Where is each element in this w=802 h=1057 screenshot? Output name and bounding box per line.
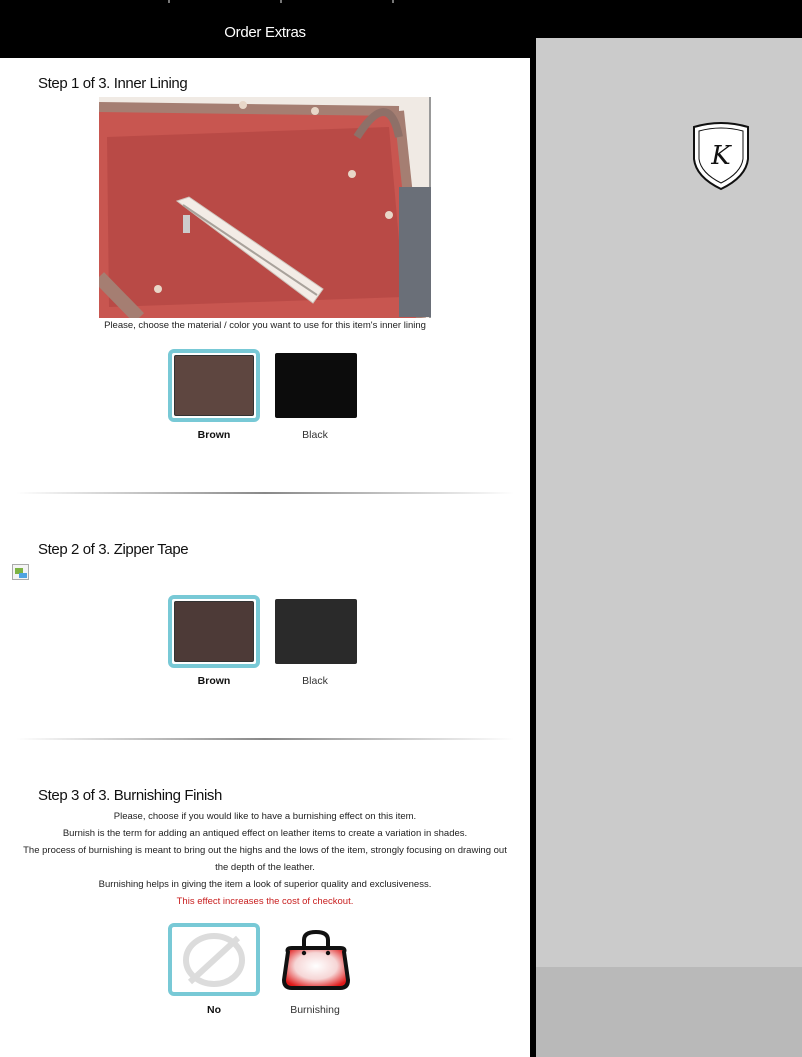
sidebar-panel — [536, 38, 802, 1057]
step3-description — [16, 808, 514, 910]
no-symbol-icon — [172, 927, 256, 992]
shield-logo-icon[interactable] — [690, 121, 752, 191]
step3-title: Step 3 of 3. Burnishing Finish — [38, 787, 222, 804]
lining-option-brown-label: Brown — [197, 429, 231, 441]
page-title: Order Extras — [224, 24, 306, 41]
zipper-option-black[interactable] — [275, 599, 357, 664]
description-line: Burnishing helps in giving the item a look of superior quality and exclusiveness. — [98, 879, 432, 890]
burnish-option-no[interactable] — [168, 923, 260, 996]
step1-caption: Please, choose the material / color you want to use for this item's inner lining — [104, 320, 426, 331]
burnish-option-burnishing-label: Burnishing — [290, 1004, 340, 1016]
section-divider — [16, 492, 514, 494]
zipper-option-black-label: Black — [302, 675, 328, 687]
burnish-option-no-label: No — [207, 1004, 221, 1016]
step1-title: Step 1 of 3. Inner Lining — [38, 75, 188, 92]
lining-option-black-label: Black — [302, 429, 328, 441]
burnish-option-burnishing[interactable] — [280, 928, 352, 992]
inner-lining-photo — [99, 97, 431, 318]
broken-image-icon — [12, 564, 29, 580]
order-extras-panel — [0, 58, 530, 1057]
description-line: Burnish is the term for adding an antiqued effect on leather items to create a variation in shades. — [62, 828, 468, 839]
zipper-option-brown-label: Brown — [197, 675, 231, 687]
svg-text:K: K — [711, 141, 731, 171]
cost-warning: This effect increases the cost of checkout. — [176, 896, 354, 907]
step2-title: Step 2 of 3. Zipper Tape — [38, 541, 189, 558]
description-line: Please, choose if you would like to have a burnishing effect on this item. — [113, 811, 417, 822]
section-divider — [16, 738, 514, 740]
top-nav-remnants — [0, 0, 802, 4]
lining-option-brown[interactable] — [168, 349, 260, 422]
sidebar-bottom-band — [536, 967, 802, 1057]
description-line: The process of burnishing is meant to bring out the highs and the lows of the item, strongly focusing on drawing out the depth of the leather. — [23, 845, 507, 873]
bag-icon — [280, 928, 352, 992]
lining-option-black[interactable] — [275, 353, 357, 418]
zipper-option-brown[interactable] — [168, 595, 260, 668]
